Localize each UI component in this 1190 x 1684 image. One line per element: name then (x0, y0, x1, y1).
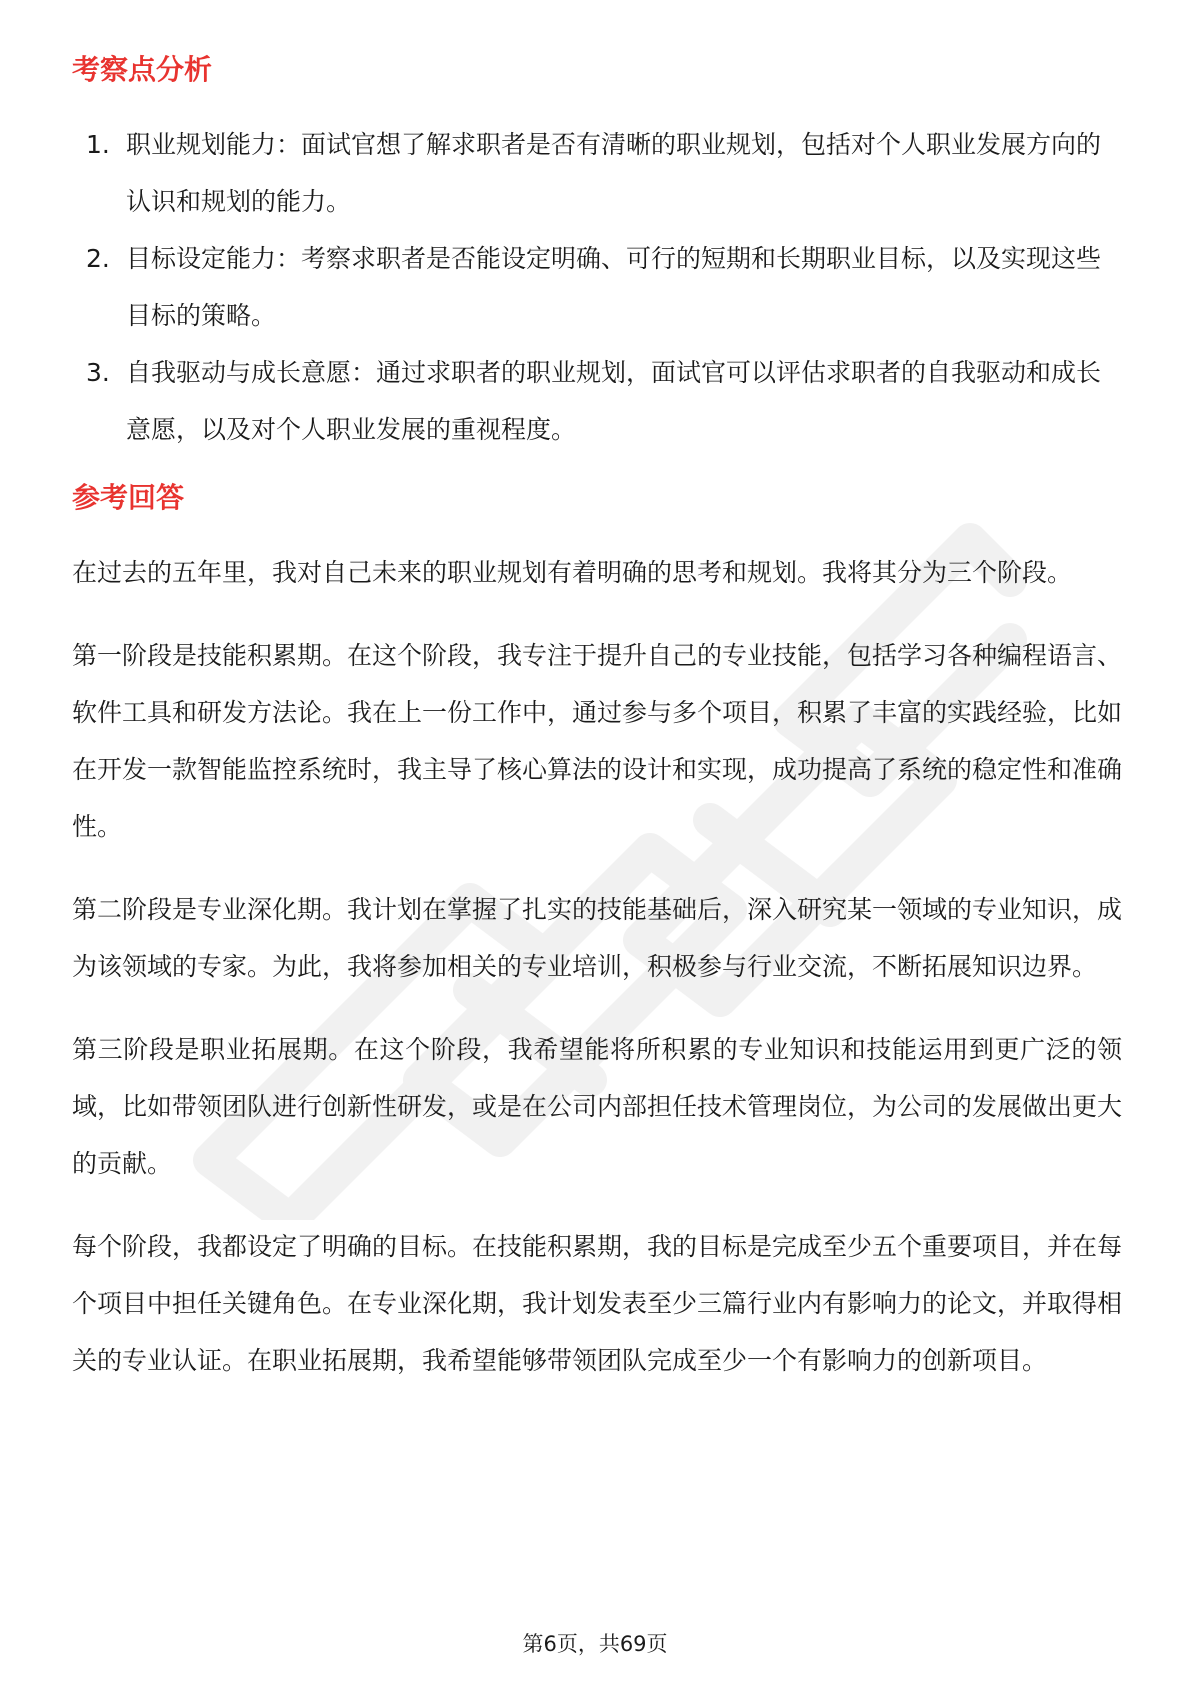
answer-paragraph: 在过去的五年里，我对自己未来的职业规划有着明确的思考和规划。我将其分为三个阶段。 (72, 558, 1073, 587)
page-number: 第6页，共69页 (522, 1632, 668, 1656)
analysis-list (72, 116, 1122, 458)
answer-paragraph: 第一阶段是技能积累期。在这个阶段，我专注于提升自己的专业技能，包括学习各种编程语言、软件工具和研发方法论。我在上一份工作中，通过参与多个项目，积累了丰富的实践经验，比如在开发一款智能监控系统时，我主导了核心算法的设计和实现，成功提高了系统的稳定性和准确性。 (72, 641, 1123, 841)
answer-paragraph: 第三阶段是职业拓展期。在这个阶段，我希望能将所积累的专业知识和技能运用到更广泛的领域，比如带领团队进行创新性研发，或是在公司内部担任技术管理岗位，为公司的发展做出更大的贡献。 (72, 1035, 1123, 1178)
list-item (72, 230, 1122, 344)
list-item (72, 344, 1122, 458)
list-item-text: 职业规划能力：面试官想了解求职者是否有清晰的职业规划，包括对个人职业发展方向的认识和规划的能力。 (126, 130, 1102, 216)
list-item-text: 目标设定能力：考察求职者是否能设定明确、可行的短期和长期职业目标，以及实现这些目标的策略。 (126, 244, 1102, 330)
list-item (72, 116, 1122, 230)
list-item-text: 自我驱动与成长意愿：通过求职者的职业规划，面试官可以评估求职者的自我驱动和成长意愿，以及对个人职业发展的重视程度。 (126, 358, 1102, 444)
analysis-section-title: 考察点分析 (72, 53, 213, 86)
answer-paragraph: 每个阶段，我都设定了明确的目标。在技能积累期，我的目标是完成至少五个重要项目，并在每个项目中担任关键角色。在专业深化期，我计划发表至少三篇行业内有影响力的论文，并取得相关的专业认证。在职业拓展期，我希望能够带领团队完成至少一个有影响力的创新项目。 (72, 1232, 1123, 1375)
list-item-number: 2. (86, 244, 110, 273)
list-item-number: 1. (86, 130, 110, 159)
answer-section-title: 参考回答 (72, 481, 185, 514)
list-item-number: 3. (86, 358, 110, 387)
answer-paragraph: 第二阶段是专业深化期。我计划在掌握了扎实的技能基础后，深入研究某一领域的专业知识，成为该领域的专家。为此，我将参加相关的专业培训，积极参与行业交流，不断拓展知识边界。 (72, 895, 1123, 981)
content-area (72, 40, 1122, 1389)
